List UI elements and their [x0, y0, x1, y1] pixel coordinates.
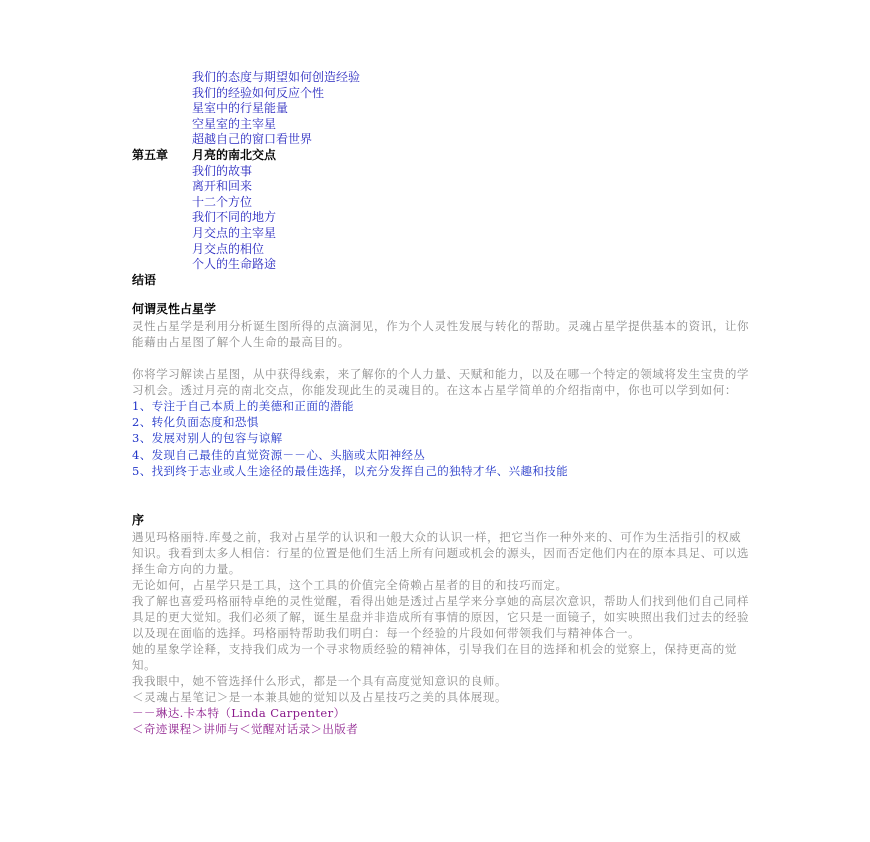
- list-item: 5、找到终于志业或人生途径的最佳选择，以充分发挥自己的独特才华、兴趣和技能: [132, 463, 569, 478]
- chapter-number: 第五章: [132, 147, 169, 162]
- toc-item: 星室中的行星能量: [192, 101, 289, 116]
- toc-item: 离开和回来: [192, 179, 253, 194]
- list-item: 1、专注于自己本质上的美德和正面的潜能: [132, 398, 354, 413]
- list-item: 2、转化负面态度和恐惧: [132, 415, 259, 430]
- toc-item: 超越自己的窗口看世界: [192, 132, 313, 147]
- toc-item: 我们的经验如何反应个性: [192, 85, 325, 100]
- benefit-list: [132, 398, 752, 479]
- toc-chapter-5-heading: [132, 148, 752, 164]
- signature-role: ＜奇迹课程＞讲师与＜觉醒对话录＞出版者: [132, 721, 359, 736]
- toc-item: 十二个方位: [192, 194, 253, 209]
- toc-previous-items: [132, 70, 752, 148]
- paragraph: ＜灵魂占星笔记＞是一本兼具她的觉知以及占星技巧之美的具体展现。: [132, 689, 508, 704]
- toc-chapter-5-items: [132, 164, 752, 273]
- paragraph: 我了解也喜爱玛格丽特卓绝的灵性觉醒，看得出她是透过占星学来分享她的高层次意识，帮助人们找到他们自己同样具足的更大觉知。我们必须了解，诞生星盘并非造成所有事情的原因，它只是一面镜子，如实映照出我们过去的经验以及现在面临的选择。玛格丽特帮助我们明白：每一个经验的片段如何带领我们与精神体合一。: [132, 593, 750, 640]
- paragraph: 她的星象学诠释，支持我们成为一个寻求物质经验的精神体，引导我们在目的选择和机会的觉察上，保持更高的觉知。: [132, 641, 737, 672]
- paragraph: 遇见玛格丽特.库曼之前，我对占星学的认识和一般大众的认识一样，把它当作一种外来的、可作为生活指引的权威知识。我看到太多人相信：行星的位置是他们生活上所有问题或机会的源头，因而否定他们内在的原本具足、可以选择生命方向的力量。: [132, 529, 750, 576]
- chapter-title: 月亮的南北交点: [192, 147, 277, 162]
- toc-item: 月交点的主宰星: [192, 225, 277, 240]
- toc-item: 我们的故事: [192, 163, 253, 178]
- list-item: 3、发展对别人的包容与谅解: [132, 431, 283, 446]
- paragraph: 无论如何，占星学只是工具，这个工具的价值完全倚赖占星者的目的和技巧而定。: [132, 577, 568, 592]
- document-page: [132, 70, 752, 737]
- section-heading: 何谓灵性占星学: [132, 302, 217, 317]
- toc-conclusion: 结语: [132, 272, 157, 287]
- toc-item: 空星室的主宰星: [192, 116, 277, 131]
- signature-name: －－琳达.卡本特（Linda Carpenter）: [132, 705, 346, 720]
- toc-item: 我们的态度与期望如何创造经验: [192, 70, 361, 84]
- list-item: 4、发现自己最佳的直觉资源－－心、头脑或太阳神经丛: [132, 447, 426, 462]
- paragraph: 灵性占星学是利用分析诞生图所得的点滴洞见，作为个人灵性发展与转化的帮助。灵魂占星学提供基本的资讯，让你能藉由占星图了解个人生命的最高目的。: [132, 318, 750, 349]
- preface-heading: 序: [132, 512, 145, 527]
- toc-item: 个人的生命路途: [192, 257, 277, 272]
- toc-item: 月交点的相位: [192, 241, 265, 256]
- paragraph: 我我眼中，她不管选择什么形式，都是一个具有高度觉知意识的良师。: [132, 673, 508, 688]
- paragraph: 你将学习解读占星图，从中获得线索，来了解你的个人力量、天赋和能力，以及在哪一个特定的领域将发生宝贵的学习机会。透过月亮的南北交点，你能发现此生的灵魂目的。在这本占星学简单的介绍指南中，你也可以学到如何：: [132, 366, 750, 397]
- toc-item: 我们不同的地方: [192, 210, 277, 225]
